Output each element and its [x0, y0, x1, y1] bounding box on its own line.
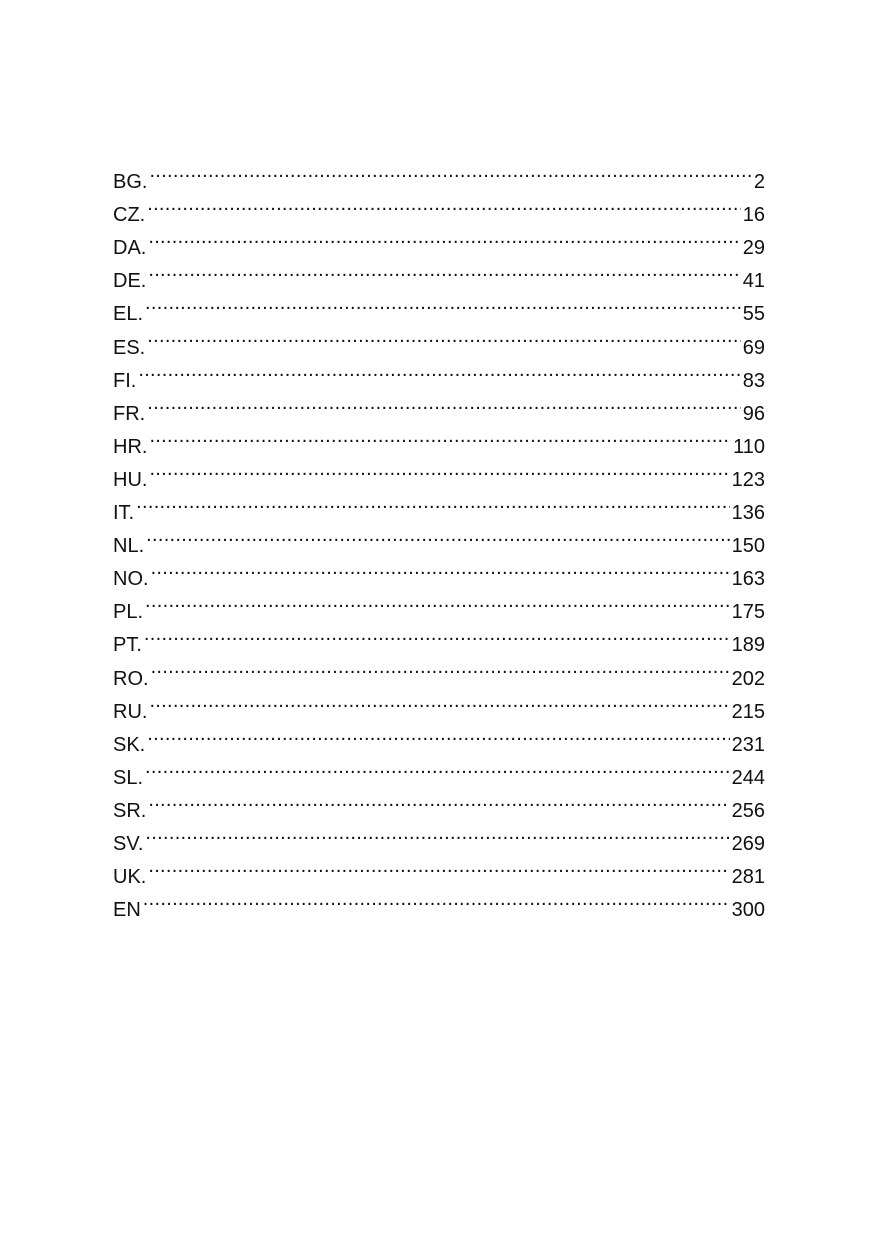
toc-dot-leader — [145, 585, 730, 618]
toc-entry-hr[interactable] — [113, 420, 765, 458]
toc-language-code: SL. — [113, 766, 144, 789]
toc-language-code: FI. — [113, 369, 137, 392]
toc-language-code: HR. — [113, 435, 148, 458]
toc-entry-pt[interactable] — [113, 618, 765, 657]
toc-dot-leader — [149, 685, 729, 718]
toc-dot-leader — [146, 519, 730, 552]
toc-page-number: 83 — [742, 369, 765, 392]
toc-language-code: HU. — [113, 468, 148, 491]
toc-language-code: IT. — [113, 502, 135, 525]
toc-entry-no[interactable] — [113, 552, 765, 591]
toc-page-number: 29 — [742, 237, 765, 260]
toc-page-number: 202 — [731, 667, 765, 690]
toc-page-number: 281 — [731, 866, 765, 889]
toc-language-code: NO. — [113, 568, 149, 591]
toc-language-code: UK. — [113, 866, 147, 889]
toc-page-number: 244 — [731, 766, 765, 789]
toc-dot-leader — [145, 751, 730, 784]
toc-page-number: 269 — [731, 832, 765, 855]
toc-language-code: DE. — [113, 270, 147, 293]
toc-language-code: NL. — [113, 535, 145, 558]
toc-dot-leader — [149, 453, 729, 486]
toc-entry-it[interactable] — [113, 486, 765, 525]
toc-entry-hu[interactable] — [113, 453, 765, 491]
toc-page-number: 2 — [753, 171, 765, 194]
toc-page-number: 300 — [731, 899, 765, 922]
toc-entry-sr[interactable] — [113, 784, 765, 822]
toc-entry-uk[interactable] — [113, 850, 765, 889]
toc-language-code: SK. — [113, 733, 146, 756]
toc-entry-nl[interactable] — [113, 519, 765, 558]
toc-entry-da[interactable] — [113, 221, 765, 260]
toc-page-number: 215 — [731, 700, 765, 723]
toc-entry-ro[interactable] — [113, 651, 765, 690]
toc-page-number: 175 — [731, 601, 765, 624]
table-of-contents — [113, 155, 765, 922]
toc-dot-leader — [148, 221, 740, 254]
toc-entry-sl[interactable] — [113, 751, 765, 789]
toc-language-code: PT. — [113, 634, 142, 657]
toc-language-code: SV. — [113, 832, 144, 855]
toc-language-code: RO. — [113, 667, 149, 690]
toc-language-code: ES. — [113, 336, 146, 359]
toc-page-number: 123 — [731, 468, 765, 491]
toc-entry-de[interactable] — [113, 254, 765, 293]
toc-dot-leader — [149, 420, 731, 453]
toc-dot-leader — [148, 254, 740, 287]
toc-page-number: 231 — [731, 733, 765, 756]
toc-entry-fi[interactable] — [113, 354, 765, 392]
toc-page-number: 136 — [731, 502, 765, 525]
toc-entry-sv[interactable] — [113, 817, 765, 855]
toc-entry-pl[interactable] — [113, 585, 765, 624]
toc-entry-bg[interactable] — [113, 155, 765, 194]
toc-dot-leader — [148, 784, 729, 817]
toc-entry-cz[interactable] — [113, 188, 765, 227]
toc-dot-leader — [145, 287, 741, 320]
toc-page-number: 163 — [731, 568, 765, 591]
toc-entry-ru[interactable] — [113, 685, 765, 723]
toc-entry-fr[interactable] — [113, 387, 765, 425]
toc-entry-es[interactable] — [113, 320, 765, 359]
toc-page-number: 41 — [742, 270, 765, 293]
toc-entry-sk[interactable] — [113, 718, 765, 756]
toc-page-number: 96 — [742, 402, 765, 425]
toc-language-code: RU. — [113, 700, 148, 723]
toc-language-code: EL. — [113, 303, 144, 326]
toc-dot-leader — [147, 320, 741, 353]
toc-language-code: EN — [113, 899, 141, 922]
toc-language-code: DA. — [113, 237, 147, 260]
toc-entry-en[interactable] — [113, 883, 765, 922]
toc-dot-leader — [145, 817, 729, 850]
toc-page-number: 69 — [742, 336, 765, 359]
toc-entry-el[interactable] — [113, 287, 765, 326]
toc-language-code: SR. — [113, 799, 147, 822]
toc-page-number: 150 — [731, 535, 765, 558]
toc-page-number: 16 — [742, 204, 765, 227]
toc-language-code: PL. — [113, 601, 144, 624]
toc-dot-leader — [136, 486, 730, 519]
toc-dot-leader — [147, 188, 741, 221]
toc-dot-leader — [143, 883, 730, 916]
toc-page-number: 256 — [731, 799, 765, 822]
toc-page-number: 110 — [733, 435, 765, 458]
toc-page-number: 189 — [731, 634, 765, 657]
toc-dot-leader — [148, 850, 729, 883]
toc-page-number: 55 — [742, 303, 765, 326]
toc-dot-leader — [151, 552, 730, 585]
toc-dot-leader — [147, 718, 729, 751]
toc-dot-leader — [149, 155, 751, 188]
toc-language-code: BG. — [113, 171, 148, 194]
toc-dot-leader — [151, 651, 730, 684]
toc-dot-leader — [144, 618, 730, 651]
toc-dot-leader — [147, 387, 741, 420]
toc-language-code: FR. — [113, 402, 146, 425]
toc-dot-leader — [138, 354, 740, 387]
toc-language-code: CZ. — [113, 204, 146, 227]
